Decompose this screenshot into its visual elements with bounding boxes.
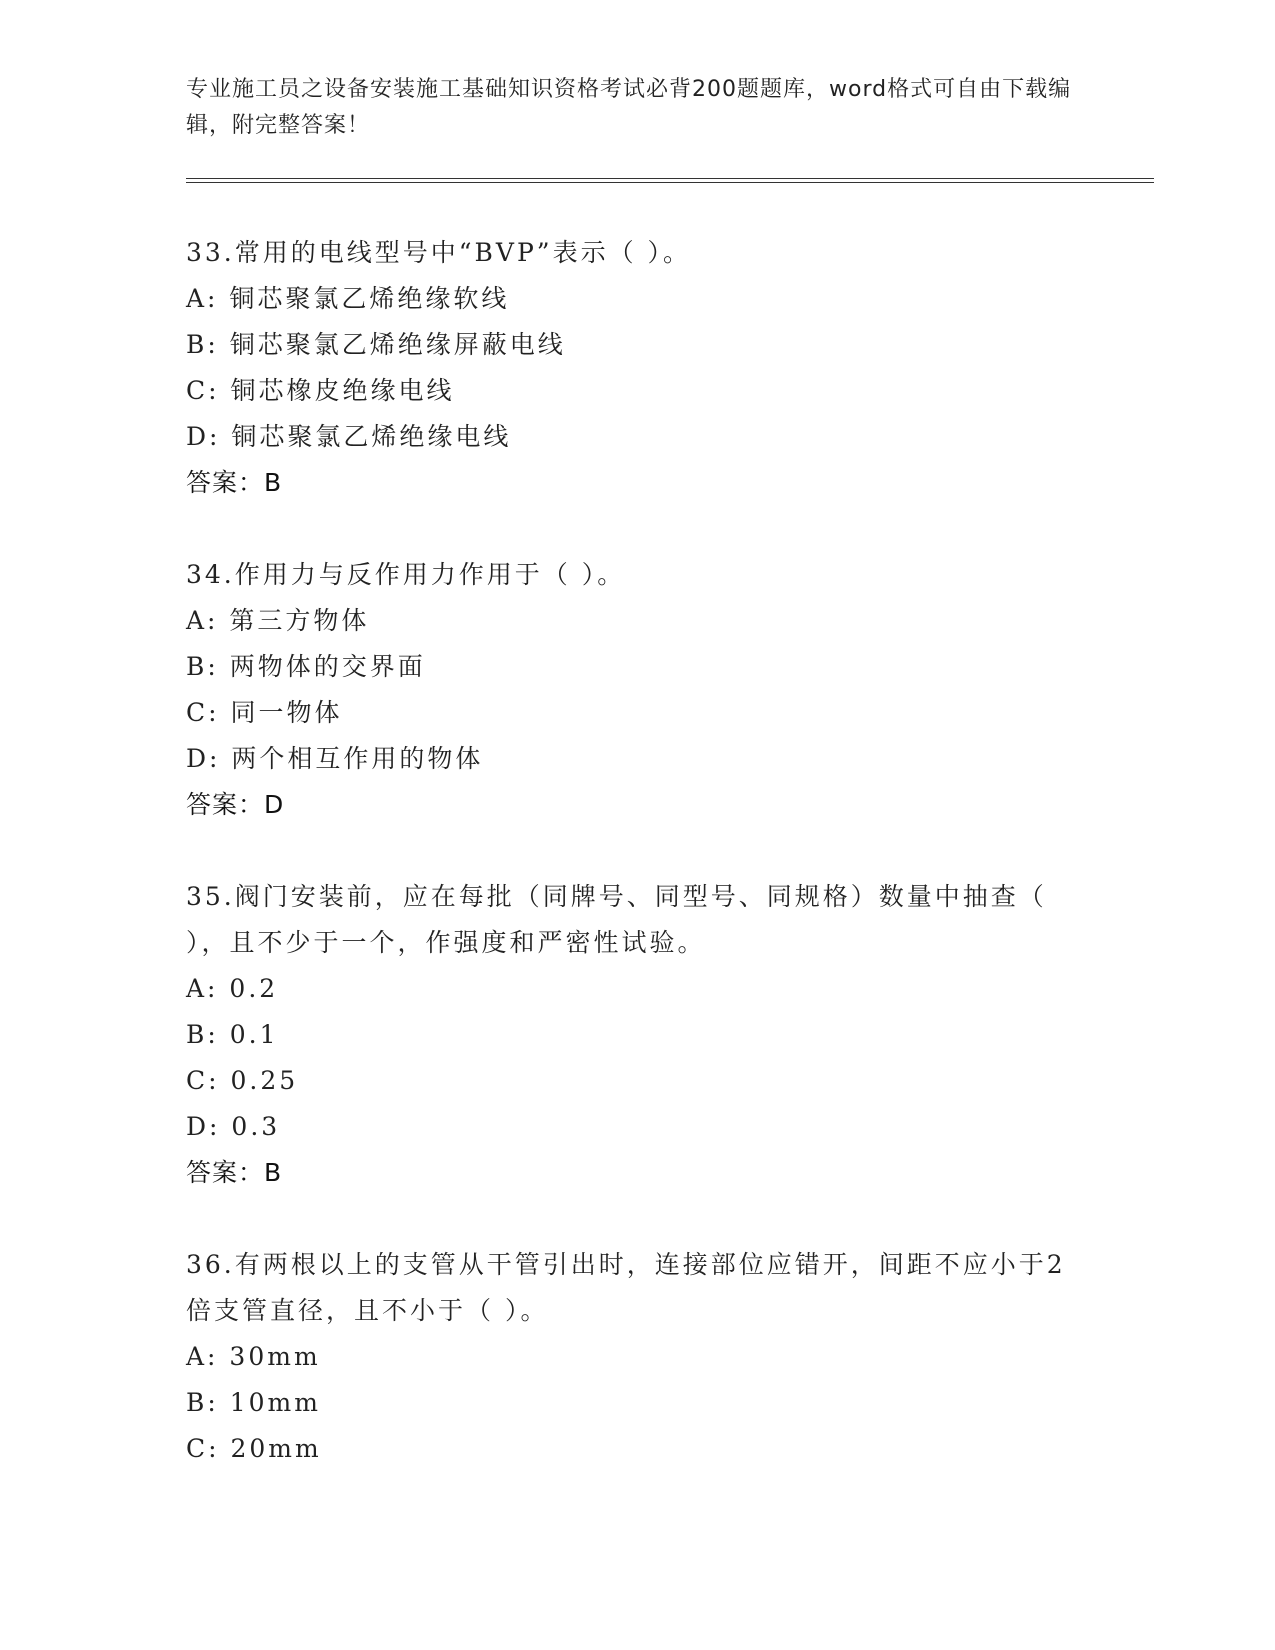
option-a: A: 0.2 bbox=[186, 974, 279, 1003]
question-stem: 35.阀门安装前，应在每批（同牌号、同型号、同规格）数量中抽查（ ），且不少于一个，作强度和严密性试验。 bbox=[186, 882, 1058, 957]
option-b: B: 10mm bbox=[186, 1388, 321, 1417]
answer-label: 答案：D bbox=[186, 790, 285, 819]
document-header: 专业施工员之设备安装施工基础知识资格考试必背200题题库，word格式可自由下载编辑，附完整答案！ bbox=[186, 77, 1072, 138]
question-36 bbox=[186, 1242, 1086, 1472]
option-c: C: 0.25 bbox=[186, 1066, 299, 1095]
question-stem: 33.常用的电线型号中“BVP”表示（ ）。 bbox=[186, 238, 692, 267]
option-b: B: 铜芯聚氯乙烯绝缘屏蔽电线 bbox=[186, 330, 566, 359]
question-stem: 34.作用力与反作用力作用于（ ）。 bbox=[186, 560, 626, 589]
question-list bbox=[186, 230, 1086, 1518]
question-35 bbox=[186, 874, 1086, 1196]
option-a: A: 第三方物体 bbox=[186, 606, 370, 635]
option-c: C: 铜芯橡皮绝缘电线 bbox=[186, 376, 455, 405]
option-b: B: 两物体的交界面 bbox=[186, 652, 426, 681]
question-stem: 36.有两根以上的支管从干管引出时，连接部位应错开，间距不应小于2倍支管直径，且不小于（ ）。 bbox=[186, 1250, 1066, 1325]
header-divider-top bbox=[186, 178, 1154, 179]
option-d: D: 铜芯聚氯乙烯绝缘电线 bbox=[186, 422, 512, 451]
answer-label: 答案：B bbox=[186, 468, 283, 497]
option-b: B: 0.1 bbox=[186, 1020, 279, 1049]
option-a: A: 30mm bbox=[186, 1342, 321, 1371]
option-c: C: 同一物体 bbox=[186, 698, 343, 727]
option-d: D: 0.3 bbox=[186, 1112, 281, 1141]
option-a: A: 铜芯聚氯乙烯绝缘软线 bbox=[186, 284, 510, 313]
question-33 bbox=[186, 230, 1086, 506]
answer-label: 答案：B bbox=[186, 1158, 283, 1187]
option-c: C: 20mm bbox=[186, 1434, 322, 1463]
header-divider-bottom bbox=[186, 182, 1154, 183]
option-d: D: 两个相互作用的物体 bbox=[186, 744, 484, 773]
question-34 bbox=[186, 552, 1086, 828]
